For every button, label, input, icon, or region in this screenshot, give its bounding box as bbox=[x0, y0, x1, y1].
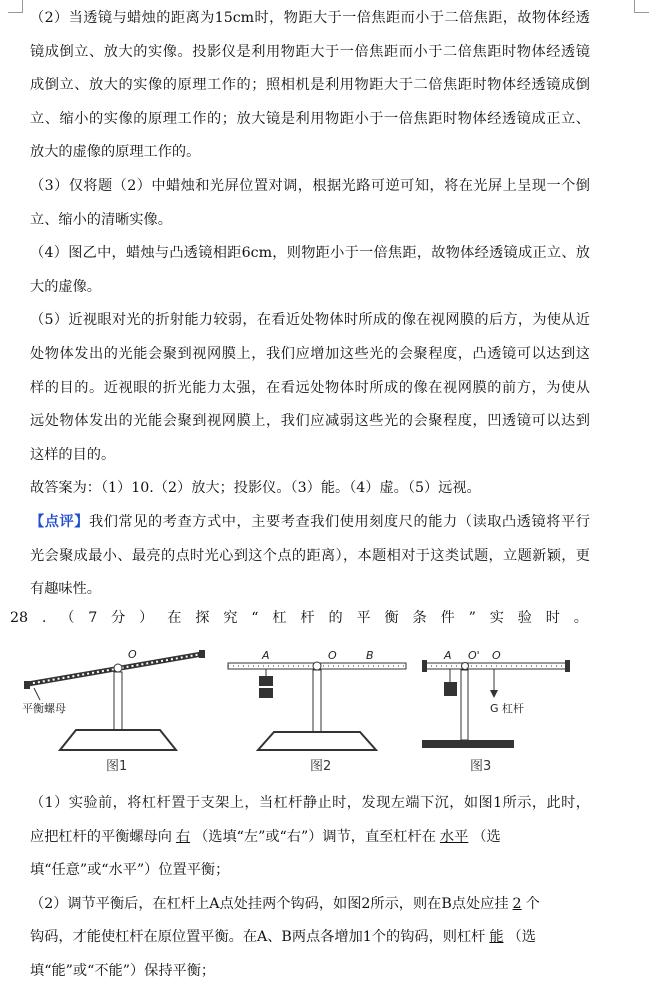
corner-crop-mark-right bbox=[634, 0, 649, 13]
fig3-pivot bbox=[462, 663, 469, 670]
sub1-line1: （1）实验前，将杠杆置于支架上，当杠杆静止时，发现左端下沉，如图1所示，此时， bbox=[30, 795, 590, 811]
fig2-point-b: B bbox=[366, 649, 374, 662]
figure-2 bbox=[228, 649, 406, 774]
q28-char: 条 bbox=[412, 610, 427, 626]
sub1-line3: 填“任意”或“水平”）位置平衡； bbox=[30, 862, 230, 879]
q28-char: . bbox=[41, 610, 47, 626]
figure-1 bbox=[22, 648, 205, 774]
answer-summary: 故答案为：（1）10.（2）放大；投影仪。（3）能。（4）虚。（5）远视。 bbox=[30, 480, 481, 497]
answer-line: 样的目的。近视眼的折光能力太强，在看远处物体时所成的像在视网膜的前方，为使从 bbox=[30, 379, 590, 396]
fig1-stand-pole bbox=[114, 672, 122, 730]
fig3-point-o1: O' bbox=[468, 649, 480, 662]
fig1-pivot bbox=[114, 664, 122, 672]
lever-figures bbox=[20, 638, 600, 778]
fig1-nut-label: 平衡螺母 bbox=[22, 702, 66, 715]
fig3-weight bbox=[444, 682, 457, 696]
q28-char: 杠 bbox=[272, 610, 287, 626]
answer-line: 放大的虚像的原理工作的。 bbox=[30, 144, 201, 161]
comment-tag: 【点评】 bbox=[30, 513, 90, 530]
q28-char: 实 bbox=[489, 610, 504, 626]
answer-block bbox=[30, 2, 590, 607]
fig3-stand-pole bbox=[461, 670, 468, 740]
q28-char: 杆 bbox=[300, 610, 315, 626]
fig3-arrow-head bbox=[490, 690, 498, 698]
sub2-line1 bbox=[30, 888, 590, 922]
sub2-text: （选 bbox=[507, 929, 536, 946]
q28-char: 探 bbox=[195, 610, 210, 626]
fig2-point-o: O bbox=[328, 649, 337, 662]
fig3-point-o: O bbox=[492, 649, 501, 662]
corner-crop-mark-left bbox=[8, 0, 23, 13]
figure-3 bbox=[422, 649, 570, 774]
sub1-text: （选填“左”或“右”）调节，直至杠杆在 bbox=[194, 828, 436, 845]
q28-char: “ bbox=[251, 610, 259, 626]
fig3-stand-base bbox=[422, 740, 514, 748]
fig3-caption: 图3 bbox=[470, 759, 492, 774]
q28-char: 时 bbox=[545, 610, 560, 626]
comment-text: 我们常见的考查方式中，主要考查我们使用刻度尺的能力（读取凸透镜将平行 bbox=[89, 513, 590, 530]
answer-line: 立、缩小的清晰实像。 bbox=[30, 211, 172, 228]
sub2-line3: 填“能”或“不能”）保持平衡； bbox=[30, 962, 216, 979]
sub1-line2 bbox=[30, 821, 590, 855]
fig1-nut-left bbox=[24, 681, 30, 689]
fig2-weight-1 bbox=[259, 676, 273, 686]
answer-blank: 2 bbox=[512, 895, 522, 912]
sub-questions bbox=[30, 787, 590, 989]
fig2-pivot bbox=[313, 662, 321, 670]
q28-char: 验 bbox=[517, 610, 532, 626]
answer-line: 远处物体发出的光能会聚到视网膜上，我们应减弱这些光的会聚程度，凹透镜可以达到 bbox=[30, 413, 590, 430]
q28-char: ） bbox=[139, 610, 154, 626]
q28-char: （ bbox=[60, 610, 75, 626]
fig3-g-label: G 杠杆 bbox=[490, 702, 525, 715]
answer-line: 处物体发出的光能会聚到视网膜上，我们应增加这些光的会聚程度，凸透镜可以达到这 bbox=[30, 345, 590, 362]
fig1-nut-pointer bbox=[34, 688, 40, 700]
q28-char: 衡 bbox=[384, 610, 399, 626]
fig2-caption: 图2 bbox=[310, 759, 332, 774]
fig2-stand-base bbox=[258, 732, 376, 750]
q28-char: 的 bbox=[328, 610, 343, 626]
sub2-text: （2）调节平衡后，在杠杆上A点处挂两个钩码，如图2所示，则在B点处应挂 bbox=[30, 895, 509, 912]
answer-line: 镜成倒立、放大的实像。投影仪是利用物距大于一倍焦距而小于二倍焦距时物体经透镜 bbox=[30, 43, 590, 60]
answer-line: 这样的目的。 bbox=[30, 446, 116, 463]
fig1-stand-base bbox=[60, 730, 176, 750]
sub1-text: （选 bbox=[472, 828, 501, 845]
answer-blank: 能 bbox=[489, 929, 504, 946]
answer-line: 大的虚像。 bbox=[30, 278, 101, 295]
answer-line: 成倒立、放大的实像的原理工作的；照相机是利用物距大于二倍焦距时物体经透镜成倒 bbox=[30, 77, 590, 94]
answer-line: 立、缩小的实像的原理工作的；放大镜是利用物距小于一倍焦距时物体经透镜成正立、 bbox=[30, 110, 590, 127]
answer-blank: 右 bbox=[175, 828, 191, 845]
q28-number: 28 bbox=[10, 610, 29, 626]
q28-char: 7 bbox=[88, 610, 98, 626]
fig2-weight-2 bbox=[259, 688, 273, 698]
q28-char: 。 bbox=[573, 610, 588, 626]
fig1-nut-right bbox=[199, 650, 205, 658]
q28-char: 平 bbox=[356, 610, 371, 626]
q28-char: 件 bbox=[440, 610, 455, 626]
q28-char: 在 bbox=[167, 610, 182, 626]
comment-line: 光会聚成最小、最亮的点时光心到这个点的距离），本题相对于这类试题，立题新颖，更 bbox=[30, 547, 590, 564]
answer-line: （4）图乙中，蜡烛与凸透镜相距6cm，则物距小于一倍焦距，故物体经透镜成正立、放 bbox=[30, 245, 590, 262]
fig2-point-a: A bbox=[262, 649, 270, 662]
answer-blank: 水平 bbox=[439, 828, 469, 845]
comment-line: 有趣味性。 bbox=[30, 581, 101, 598]
fig3-nut-left bbox=[422, 660, 427, 672]
answer-line: （2）当透镜与蜡烛的距离为15cm时，物距大于一倍焦距而小于二倍焦距，故物体经透 bbox=[30, 10, 590, 26]
answer-line: （5）近视眼对光的折射能力较弱，在看近处物体时所成的像在视网膜的后方，为使从近 bbox=[30, 312, 590, 329]
fig1-caption: 图1 bbox=[106, 759, 128, 774]
fig3-point-a: A bbox=[444, 649, 452, 662]
sub2-line2 bbox=[30, 921, 590, 955]
q28-char: ” bbox=[468, 610, 476, 626]
sub2-text: 个 bbox=[525, 895, 540, 912]
answer-line: （3）仅将题（2）中蜡烛和光屏位置对调，根据光路可逆可知，将在光屏上呈现一个倒 bbox=[30, 177, 590, 194]
comment-line bbox=[30, 506, 590, 540]
fig1-point-o: O bbox=[128, 648, 137, 661]
question-28-heading bbox=[10, 603, 588, 633]
sub1-text: 应把杠杆的平衡螺母向 bbox=[30, 828, 172, 845]
q28-char: 分 bbox=[111, 610, 126, 626]
sub2-text: 钩码，才能使杠杆在原位置平衡。在A、B两点各增加1个的钩码，则杠杆 bbox=[30, 929, 486, 946]
q28-char: 究 bbox=[223, 610, 238, 626]
fig2-stand-pole bbox=[313, 670, 321, 732]
fig3-nut-right bbox=[565, 660, 570, 672]
